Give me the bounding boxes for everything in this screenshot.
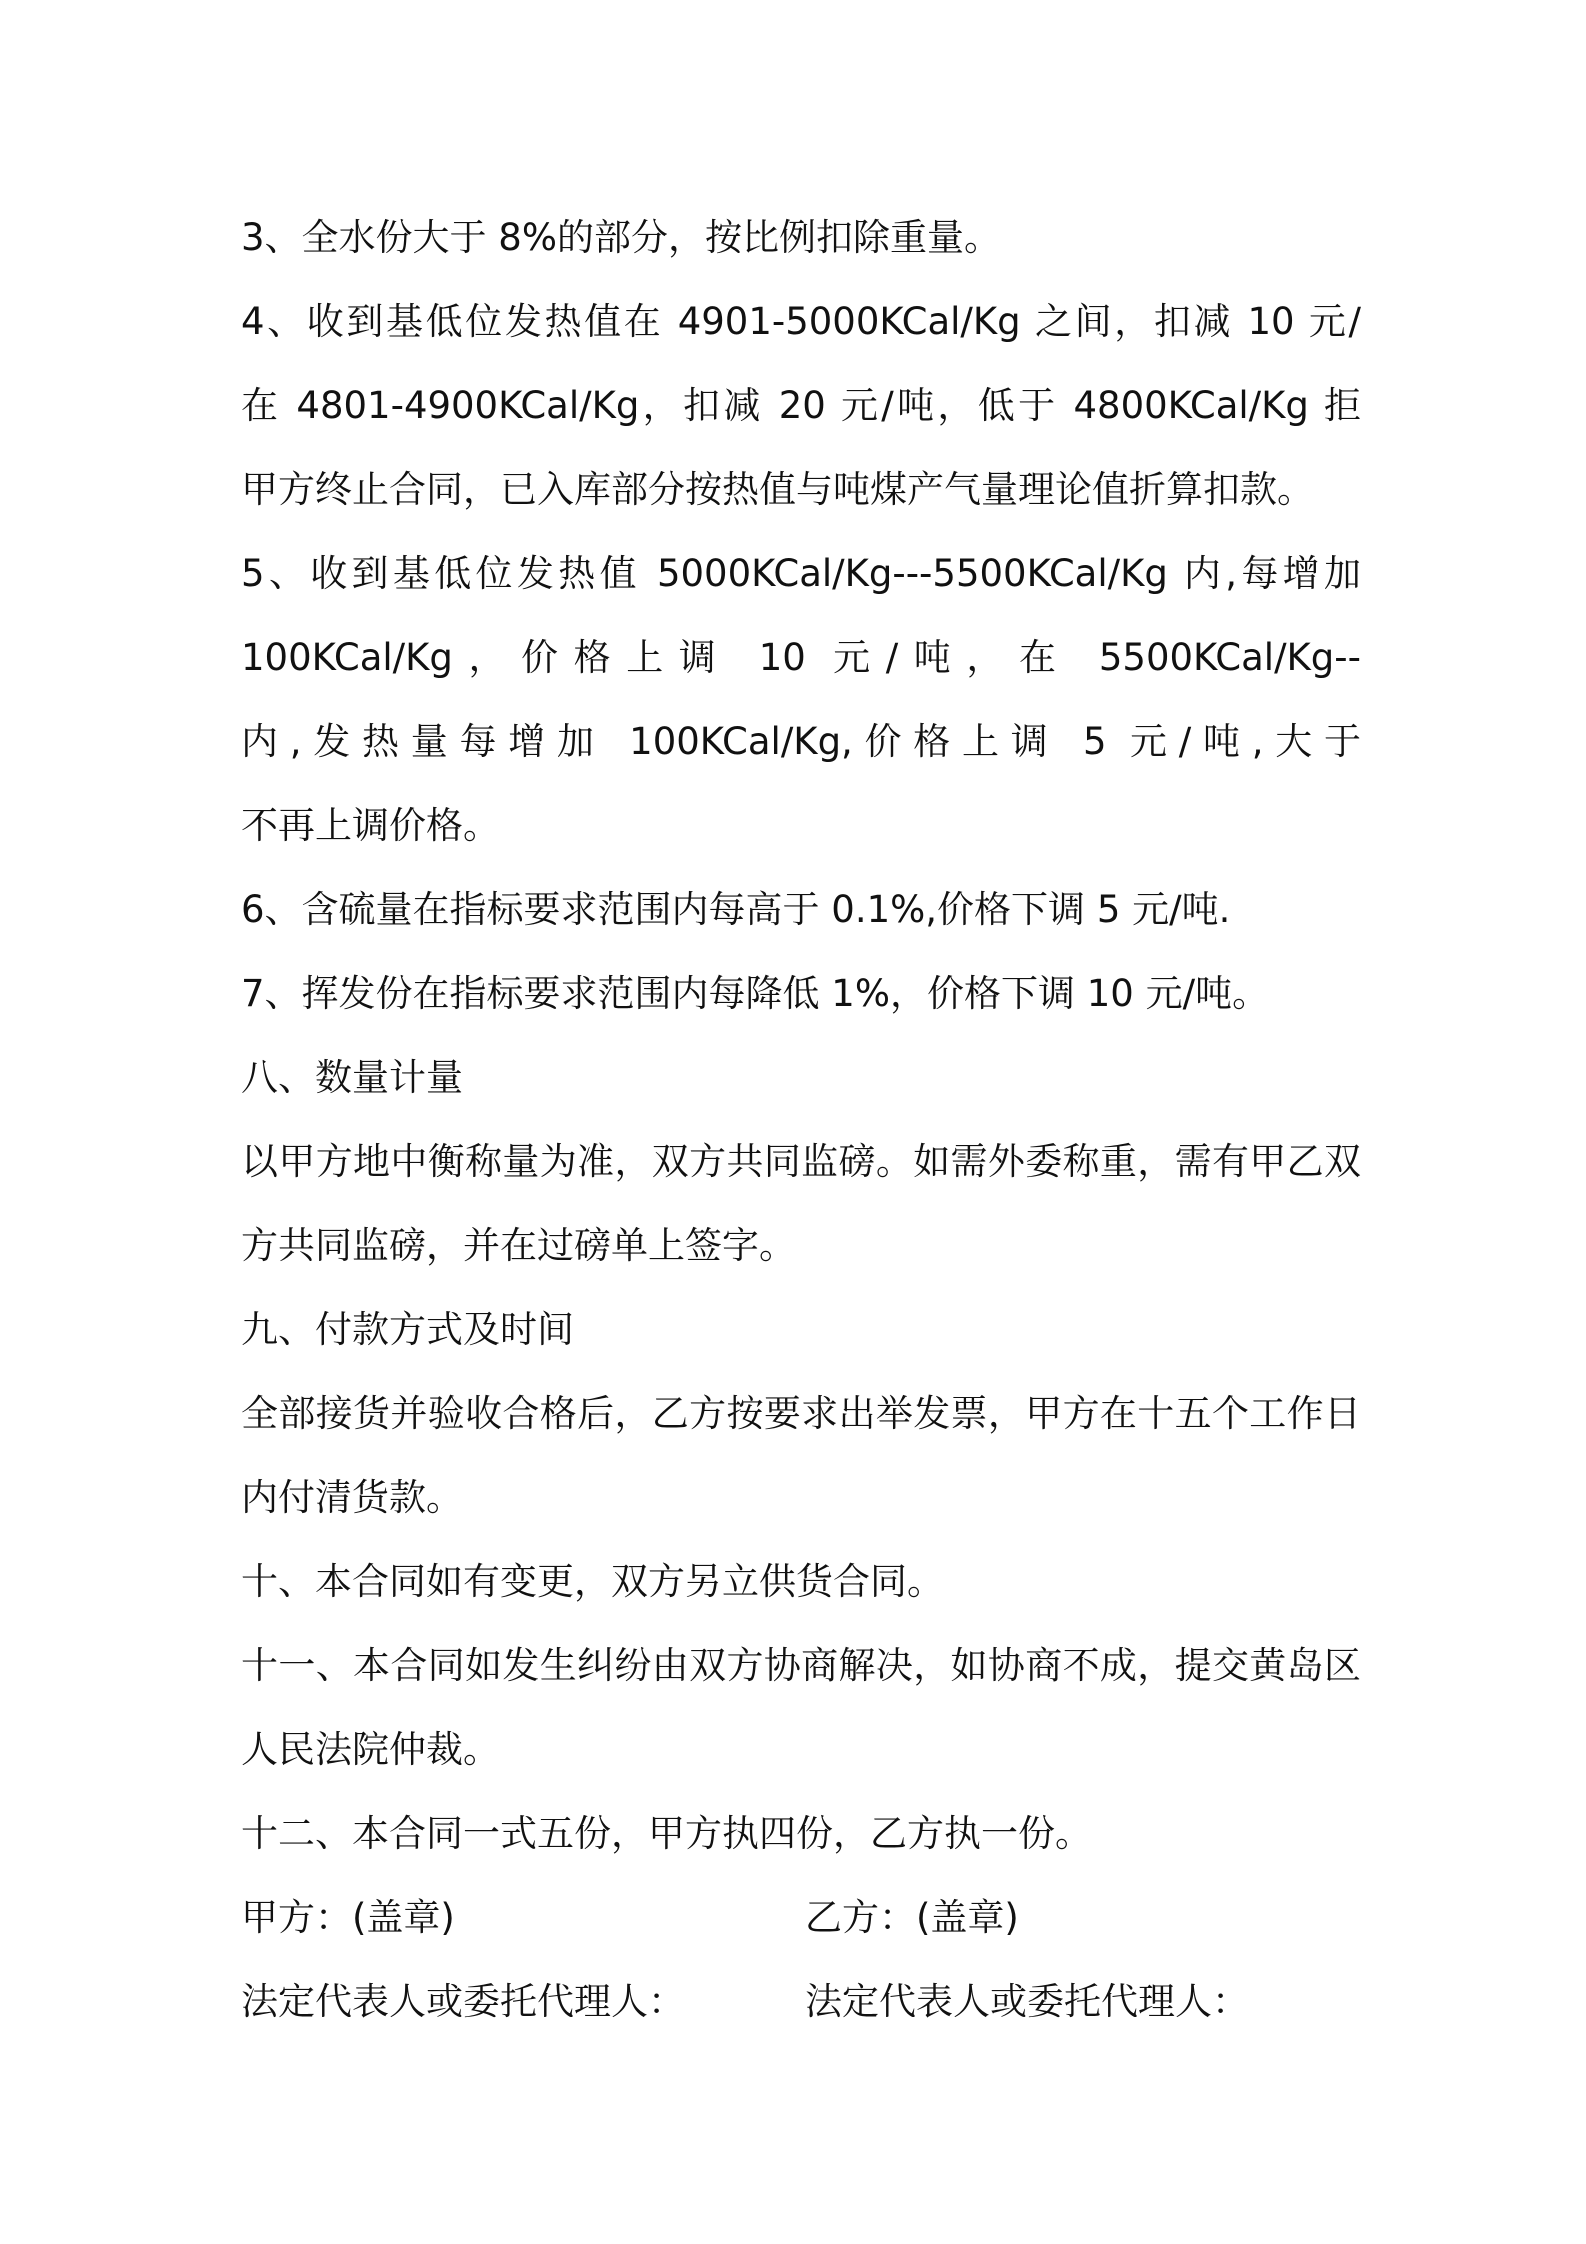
- section-9-line-2: 内付清货款。: [241, 1476, 463, 1519]
- clause-5-line-3: 内,发热量每增加 100KCal/Kg,价格上调 5 元/吨,大于: [241, 720, 1361, 763]
- clause-6-line: 6、含硫量在指标要求范围内每高于 0.1%,价格下调 5 元/吨.: [241, 888, 1231, 931]
- section-12-line: 十二、本合同一式五份，甲方执四份，乙方执一份。: [241, 1812, 1092, 1855]
- section-10-line: 十、本合同如有变更，双方另立供货合同。: [241, 1560, 944, 1603]
- clause-4-line-2: 在 4801-4900KCal/Kg，扣减 20 元/吨，低于 4800KCal/Kg 拒: [241, 384, 1361, 427]
- section-8-line-1: 以甲方地中衡称量为准，双方共同监磅。如需外委称重，需有甲乙双: [241, 1140, 1361, 1183]
- contract-body: [241, 196, 1361, 2044]
- section-9-line-1: 全部接货并验收合格后，乙方按要求出举发票，甲方在十五个工作日: [241, 1392, 1361, 1435]
- party-b-representative: 法定代表人或委托代理人：: [805, 1980, 1249, 2023]
- clause-7-line: 7、挥发份在指标要求范围内每降低 1%，价格下调 10 元/吨。: [241, 972, 1270, 1015]
- section-11-line-2: 人民法院仲裁。: [241, 1728, 500, 1771]
- clause-5-line-4: 不再上调价格。: [241, 804, 500, 847]
- section-8-line-2: 方共同监磅，并在过磅单上签字。: [241, 1224, 796, 1267]
- party-a-seal: 甲方：(盖章): [241, 1896, 455, 1939]
- section-11-line-1: 十一、本合同如发生纠纷由双方协商解决，如协商不成，提交黄岛区: [241, 1644, 1361, 1687]
- clause-5-line-1: 5、收到基低位发热值 5000KCal/Kg---5500KCal/Kg 内,每增加: [241, 552, 1361, 595]
- party-a-representative: 法定代表人或委托代理人：: [241, 1980, 685, 2023]
- section-8-heading: 八、数量计量: [241, 1056, 463, 1099]
- clause-4-line-3: 甲方终止合同，已入库部分按热值与吨煤产气量理论值折算扣款。: [241, 468, 1314, 511]
- section-9-heading: 九、付款方式及时间: [241, 1308, 574, 1351]
- clause-4-line-1: 4、收到基低位发热值在 4901-5000KCal/Kg 之间，扣减 10 元/: [241, 300, 1361, 343]
- clause-5-line-2: 100KCal/Kg，价格上调 10 元/吨，在 5500KCal/Kg--: [241, 636, 1361, 679]
- representative-row: [241, 1960, 1361, 2044]
- seal-row: [241, 1876, 1361, 1960]
- party-b-seal: 乙方：(盖章): [805, 1896, 1019, 1939]
- clause-3-line: 3、全水份大于 8%的部分，按比例扣除重量。: [241, 216, 1001, 259]
